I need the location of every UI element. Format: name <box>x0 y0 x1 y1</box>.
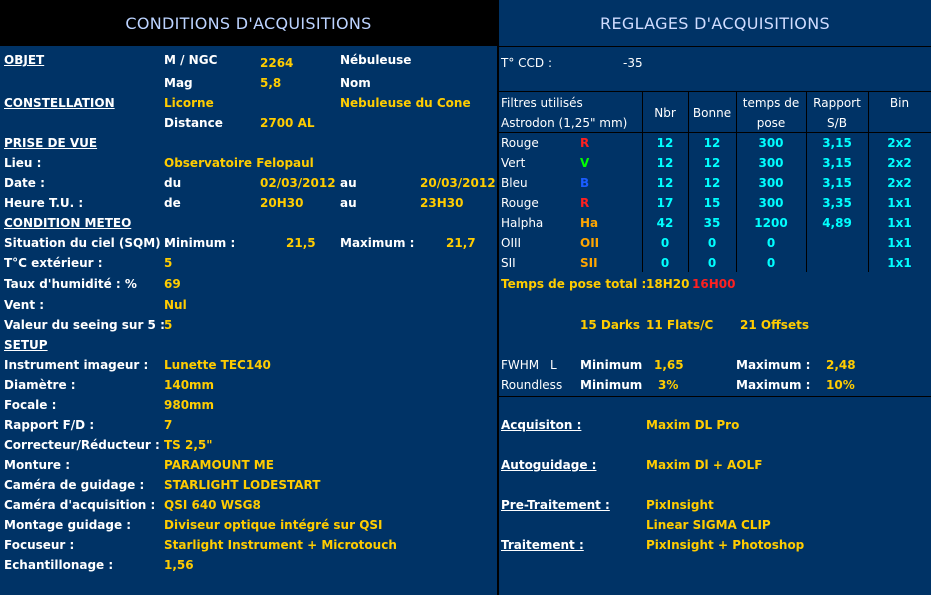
roundless-min-value: 3% <box>658 378 679 392</box>
setup-label: SETUP <box>4 338 48 352</box>
bonne-header: Bonne <box>692 106 732 120</box>
seeing-value: 5 <box>164 318 173 332</box>
sqm-label: Situation du ciel (SQM) : <box>4 236 170 250</box>
filter-temps: 300 <box>758 196 784 210</box>
filter-bin: 2x2 <box>887 136 912 150</box>
filter-nbr: 12 <box>656 176 674 190</box>
vent-label: Vent : <box>4 298 45 312</box>
ngc-value: 2264 <box>260 56 294 70</box>
prise-de-vue-label: PRISE DE VUE <box>4 136 98 150</box>
constellation-label: CONSTELLATION <box>4 96 115 110</box>
filter-bin: 2x2 <box>887 176 912 190</box>
filter-nbr: 12 <box>656 136 674 150</box>
fwhm-min-value: 1,65 <box>654 358 684 372</box>
filter-name: Rouge <box>501 136 539 150</box>
ccd-temp-label: T° CCD : <box>501 56 552 70</box>
heure-end: 23H30 <box>420 196 464 210</box>
temp-value: 5 <box>164 256 173 270</box>
filter-bonne: 12 <box>703 156 721 170</box>
filter-bin: 1x1 <box>887 196 912 210</box>
filter-nbr: 42 <box>656 216 674 230</box>
filter-name: Halpha <box>501 216 544 230</box>
filter-bin: 1x1 <box>887 216 912 230</box>
fwhm-min-label: Minimum <box>580 358 643 372</box>
focuseur-label: Focuseur : <box>4 538 75 552</box>
acquisition-software-value: Maxim DL Pro <box>646 418 740 432</box>
montage-guidage-value: Diviseur optique intégré sur QSI <box>164 518 383 532</box>
echantillonage-label: Echantillonage : <box>4 558 114 572</box>
correcteur-label: Correcteur/Réducteur : <box>4 438 160 452</box>
rapport-fd-label: Rapport F/D : <box>4 418 95 432</box>
filter-temps: 300 <box>758 176 784 190</box>
roundless-max-value: 10% <box>826 378 855 392</box>
object-name: Nebuleuse du Cone <box>340 96 471 110</box>
correcteur-value: TS 2,5" <box>164 438 213 452</box>
right-panel-title: REGLAGES D'ACQUISITIONS <box>499 0 931 47</box>
sqm-max-value: 21,7 <box>446 236 476 250</box>
total-exposure-value: 18H20 <box>646 277 690 291</box>
flats-count: 11 Flats/C <box>646 318 714 332</box>
filter-temps: 0 <box>766 236 776 250</box>
darks-count: 15 Darks <box>580 318 640 332</box>
filter-code: SII <box>580 256 598 270</box>
filter-nbr: 0 <box>660 256 670 270</box>
camera-guidage-value: STARLIGHT LODESTART <box>164 478 321 492</box>
montage-guidage-label: Montage guidage : <box>4 518 132 532</box>
filter-name: Vert <box>501 156 526 170</box>
bin-header: Bin <box>889 96 910 110</box>
instrument-value: Lunette TEC140 <box>164 358 271 372</box>
fwhm-l: L <box>550 358 557 372</box>
roundless-min-label: Minimum <box>580 378 643 392</box>
filter-code: R <box>580 196 590 210</box>
filter-rapport: 3,15 <box>822 156 852 170</box>
heure-au: au <box>340 196 357 210</box>
traitement-label: Traitement : <box>501 538 584 552</box>
filter-code: Ha <box>580 216 599 230</box>
sqm-min-value: 21,5 <box>286 236 316 250</box>
fwhm-max-label: Maximum : <box>736 358 811 372</box>
diametre-value: 140mm <box>164 378 215 392</box>
focale-label: Focale : <box>4 398 57 412</box>
filter-temps: 0 <box>766 256 776 270</box>
focale-value: 980mm <box>164 398 215 412</box>
left-panel-title: CONDITIONS D'ACQUISITIONS <box>0 0 497 46</box>
date-au: au <box>340 176 357 190</box>
lieu-label: Lieu : <box>4 156 42 170</box>
filter-bonne: 12 <box>703 176 721 190</box>
rapport-fd-value: 7 <box>164 418 173 432</box>
filter-nbr: 12 <box>656 156 674 170</box>
ngc-key: M / NGC <box>164 53 218 67</box>
filter-name: Bleu <box>501 176 528 190</box>
rapport-header-2: S/B <box>827 116 847 130</box>
filter-rapport: 4,89 <box>822 216 852 230</box>
offsets-count: 21 Offsets <box>740 318 809 332</box>
humidity-value: 69 <box>164 277 181 291</box>
camera-acquisition-value: QSI 640 WSG8 <box>164 498 261 512</box>
filters-header-1: Filtres utilisés <box>501 96 583 110</box>
seeing-label: Valeur du seeing sur 5 : <box>4 318 165 332</box>
autoguidage-value: Maxim Dl + AOLF <box>646 458 763 472</box>
rapport-header-1: Rapport <box>813 96 861 110</box>
instrument-label: Instrument imageur : <box>4 358 149 372</box>
sqm-max-label: Maximum : <box>340 236 415 250</box>
monture-value: PARAMOUNT ME <box>164 458 274 472</box>
filter-bonne: 15 <box>703 196 721 210</box>
filter-name: SII <box>501 256 516 270</box>
filter-temps: 300 <box>758 136 784 150</box>
filter-nbr: 0 <box>660 236 670 250</box>
heure-start: 20H30 <box>260 196 304 210</box>
mag-key: Mag <box>164 76 193 90</box>
filter-table-top-border <box>499 91 931 92</box>
humidity-label: Taux d'humidité : % <box>4 277 137 291</box>
vent-value: Nul <box>164 298 187 312</box>
software-section-border <box>499 396 931 397</box>
filter-bonne: 0 <box>707 256 717 270</box>
diametre-label: Diamètre : <box>4 378 76 392</box>
sqm-min-label: Minimum : <box>164 236 236 250</box>
date-du: du <box>164 176 182 190</box>
fwhm-max-value: 2,48 <box>826 358 856 372</box>
mag-value: 5,8 <box>260 76 282 90</box>
filter-name: Rouge <box>501 196 539 210</box>
echantillonage-value: 1,56 <box>164 558 194 572</box>
distance-value: 2700 AL <box>260 116 315 130</box>
pretraitement-value: PixInsight <box>646 498 714 512</box>
filter-rapport: 3,15 <box>822 136 852 150</box>
date-label: Date : <box>4 176 45 190</box>
date-end: 20/03/2012 <box>420 176 496 190</box>
filter-bonne: 0 <box>707 236 717 250</box>
date-start: 02/03/2012 <box>260 176 336 190</box>
filter-code: R <box>580 136 590 150</box>
filters-header-2: Astrodon (1,25" mm) <box>501 116 628 130</box>
filter-code: OII <box>580 236 600 250</box>
filter-nbr: 17 <box>656 196 674 210</box>
heure-label: Heure T.U. : <box>4 196 84 210</box>
temp-label: T°C extérieur : <box>4 256 103 270</box>
temps-header-2: pose <box>756 116 786 130</box>
filter-rapport: 3,35 <box>822 196 852 210</box>
filter-bin: 1x1 <box>887 256 912 270</box>
pretraitement-label: Pre-Traitement : <box>501 498 610 512</box>
monture-label: Monture : <box>4 458 71 472</box>
constellation-value: Licorne <box>164 96 214 110</box>
filter-temps: 300 <box>758 156 784 170</box>
nbr-header: Nbr <box>654 106 676 120</box>
fwhm-label: FWHM <box>501 358 540 372</box>
filter-rapport: 3,15 <box>822 176 852 190</box>
type-value: Nébuleuse <box>340 53 412 67</box>
distance-key: Distance <box>164 116 223 130</box>
roundless-label: Roundless <box>501 378 563 392</box>
nom-key: Nom <box>340 76 371 90</box>
camera-acquisition-label: Caméra d'acquisition : <box>4 498 156 512</box>
acquisition-settings-panel <box>499 0 931 595</box>
total-exposure-value-2: 16H00 <box>692 277 736 291</box>
filter-bin: 1x1 <box>887 236 912 250</box>
filter-temps: 1200 <box>754 216 788 230</box>
filter-code: V <box>580 156 590 170</box>
condition-meteo-label: CONDITION METEO <box>4 216 132 230</box>
filter-bonne: 35 <box>703 216 721 230</box>
filter-code: B <box>580 176 590 190</box>
autoguidage-label: Autoguidage : <box>501 458 597 472</box>
filter-name: OIII <box>501 236 522 250</box>
lieu-value: Observatoire Felopaul <box>164 156 314 170</box>
focuseur-value: Starlight Instrument + Microtouch <box>164 538 397 552</box>
filter-bonne: 12 <box>703 136 721 150</box>
camera-guidage-label: Caméra de guidage : <box>4 478 145 492</box>
traitement-value: PixInsight + Photoshop <box>646 538 805 552</box>
objet-label: OBJET <box>4 53 45 67</box>
filter-bin: 2x2 <box>887 156 912 170</box>
roundless-max-label: Maximum : <box>736 378 811 392</box>
total-exposure-label: Temps de pose total : <box>501 277 647 291</box>
pretraitement-method: Linear SIGMA CLIP <box>646 518 771 532</box>
acquisition-software-label: Acquisiton : <box>501 418 582 432</box>
ccd-temp-value: -35 <box>623 56 643 70</box>
temps-header-1: temps de <box>742 96 800 110</box>
heure-de: de <box>164 196 181 210</box>
